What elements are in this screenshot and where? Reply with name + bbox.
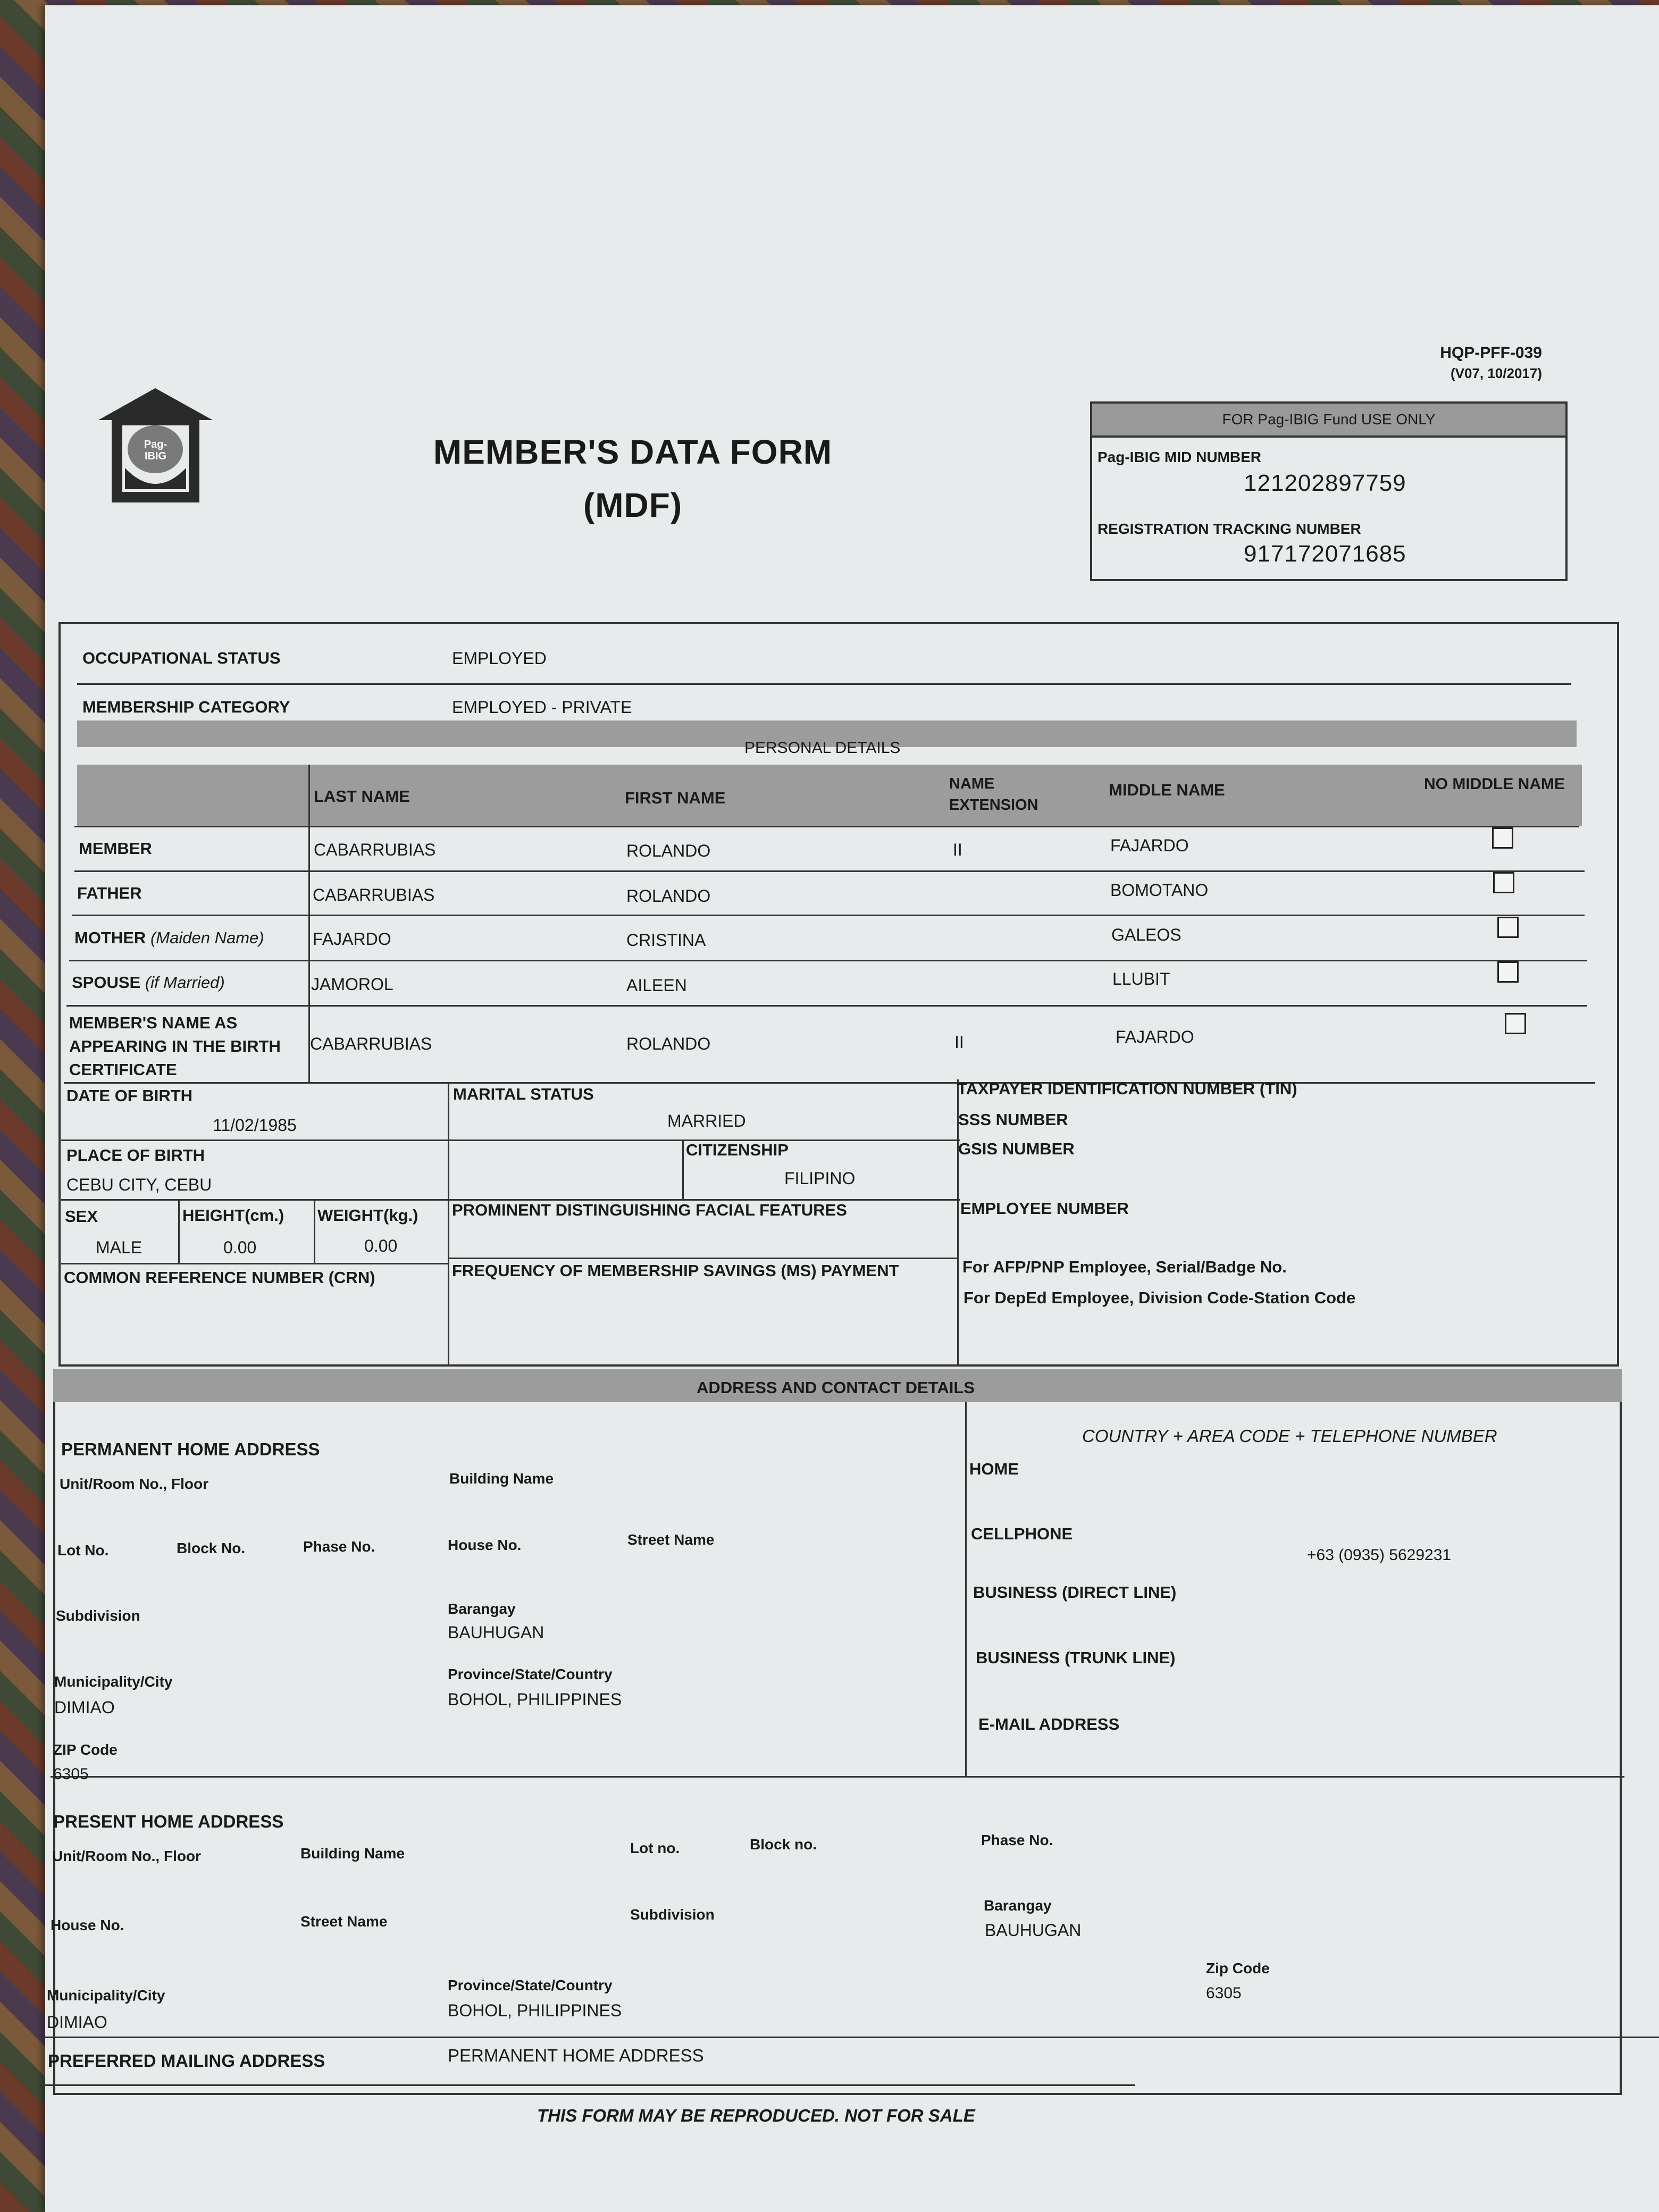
present-zip-value: 6305: [1206, 1984, 1242, 2002]
province-value: BOHOL, PHILIPPINES: [448, 1690, 622, 1709]
rtn-value: 917172071685: [1244, 541, 1406, 567]
divider: [448, 1258, 958, 1259]
footer-note: THIS FORM MAY BE REPRODUCED. NOT FOR SALE: [537, 2106, 975, 2125]
sex-label: SEX: [65, 1207, 98, 1226]
col-ext-1: NAME: [949, 775, 995, 792]
permanent-address-label: PERMANENT HOME ADDRESS: [61, 1439, 320, 1459]
present-province-value: BOHOL, PHILIPPINES: [448, 2001, 622, 2020]
lot-label: Lot No.: [57, 1542, 109, 1559]
spouse-first-name: AILEEN: [626, 976, 687, 995]
spouse-last-name: JAMOROL: [311, 975, 393, 994]
phase-label: Phase No.: [303, 1538, 375, 1555]
membership-category-label: MEMBERSHIP CATEGORY: [82, 698, 290, 716]
col-no-middle-name: NO MIDDLE NAME: [1424, 775, 1565, 793]
divider: [314, 1199, 315, 1263]
birth-cert-label-line-2: APPEARING IN THE BIRTH: [69, 1037, 281, 1055]
weight-value: 0.00: [364, 1236, 398, 1255]
employee-number-label: EMPLOYEE NUMBER: [960, 1199, 1129, 1218]
house-label: House No.: [448, 1537, 522, 1553]
form-code-number: HQP-PFF-039: [1440, 344, 1542, 362]
column-header-band: [77, 765, 1582, 826]
birth-cert-last-name: CABARRUBIAS: [310, 1034, 432, 1053]
present-house-label: House No.: [51, 1917, 124, 1933]
present-street-label: Street Name: [300, 1913, 388, 1930]
rtn-label: REGISTRATION TRACKING NUMBER: [1097, 521, 1361, 537]
divider: [682, 1139, 684, 1201]
divider: [40, 2084, 1135, 2086]
mother-middle-name: GALEOS: [1111, 925, 1182, 944]
present-municipality-label: Municipality/City: [47, 1987, 165, 2004]
address-section: [53, 1369, 1622, 2095]
no-middle-name-checkbox[interactable]: [1505, 1013, 1526, 1034]
birth-cert-name-extension: II: [954, 1033, 964, 1052]
barangay-label: Barangay: [448, 1601, 516, 1617]
subdivision-label: Subdivision: [56, 1607, 140, 1624]
province-label: Province/State/Country: [448, 1666, 613, 1682]
row-spouse-label: [72, 973, 225, 992]
height-value: 0.00: [223, 1238, 257, 1257]
frequency-label: FREQUENCY OF MEMBERSHIP SAVINGS (MS) PAYMENT: [452, 1261, 899, 1280]
row-member-label: MEMBER: [79, 839, 152, 858]
mother-first-name: CRISTINA: [626, 931, 706, 950]
present-block-label: Block no.: [750, 1836, 817, 1853]
mother-label-note: (Maiden Name): [150, 928, 264, 947]
street-label: Street Name: [627, 1531, 715, 1548]
logo-text: Pag-IBIG: [144, 439, 167, 462]
present-unit-label: Unit/Room No., Floor: [52, 1848, 201, 1864]
no-middle-name-checkbox[interactable]: [1497, 961, 1519, 983]
title-line-1: MEMBER'S DATA FORM: [433, 433, 833, 471]
present-address-label: PRESENT HOME ADDRESS: [53, 1812, 284, 1831]
fund-use-box: [1090, 401, 1568, 581]
member-last-name: CABARRUBIAS: [314, 840, 436, 859]
block-label: Block No.: [177, 1540, 246, 1556]
pagibig-logo: [93, 388, 218, 505]
father-middle-name: BOMOTANO: [1110, 881, 1209, 900]
row-birth-cert-label: [69, 1011, 281, 1082]
building-label: Building Name: [449, 1470, 554, 1487]
birth-cert-first-name: ROLANDO: [626, 1034, 711, 1053]
present-barangay-value: BAUHUGAN: [985, 1921, 1082, 1940]
barangay-value: BAUHUGAN: [448, 1623, 544, 1642]
spouse-label-text: SPOUSE: [72, 973, 141, 992]
divider: [69, 960, 1587, 961]
sss-label: SSS NUMBER: [958, 1110, 1068, 1129]
municipality-label: Municipality/City: [54, 1673, 173, 1690]
col-first-name: FIRST NAME: [625, 789, 726, 807]
no-middle-name-checkbox[interactable]: [1497, 917, 1519, 938]
unit-label: Unit/Room No., Floor: [60, 1476, 208, 1492]
cellphone-label: CELLPHONE: [971, 1524, 1073, 1543]
row-father-label: FATHER: [77, 884, 142, 902]
no-middle-name-checkbox[interactable]: [1493, 872, 1514, 893]
address-heading: ADDRESS AND CONTACT DETAILS: [697, 1378, 975, 1397]
fund-use-heading: FOR Pag-IBIG Fund USE ONLY: [1092, 404, 1565, 438]
form-version: (V07, 10/2017): [1450, 365, 1542, 381]
row-mother-label: [74, 928, 264, 948]
membership-category-value: EMPLOYED - PRIVATE: [452, 698, 632, 717]
cellphone-value: +63 (0935) 5629231: [1307, 1546, 1452, 1564]
form-code: [1420, 343, 1542, 383]
sex-value: MALE: [96, 1238, 143, 1257]
present-lot-label: Lot no.: [630, 1840, 680, 1856]
facial-features-label: PROMINENT DISTINGUISHING FACIAL FEATURES: [452, 1201, 847, 1219]
divider: [448, 1082, 449, 1367]
divider: [72, 915, 1585, 916]
divider: [77, 683, 1571, 685]
email-label: E-MAIL ADDRESS: [978, 1715, 1120, 1733]
member-first-name: ROLANDO: [626, 841, 711, 860]
present-province-label: Province/State/Country: [448, 1977, 613, 1993]
pob-value: CEBU CITY, CEBU: [66, 1175, 212, 1194]
dob-label: DATE OF BIRTH: [66, 1086, 193, 1105]
marital-status-value: MARRIED: [667, 1111, 746, 1130]
present-phase-label: Phase No.: [981, 1832, 1053, 1848]
divider: [51, 1776, 1624, 1778]
divider: [74, 826, 1579, 827]
present-zip-label: Zip Code: [1206, 1960, 1270, 1976]
divider: [43, 2037, 1659, 2038]
divider: [66, 1005, 1587, 1007]
phone-heading: COUNTRY + AREA CODE + TELEPHONE NUMBER: [1082, 1426, 1497, 1446]
spouse-middle-name: LLUBIT: [1112, 969, 1170, 988]
birth-cert-label-line-3: CERTIFICATE: [69, 1060, 177, 1079]
father-last-name: CABARRUBIAS: [313, 885, 435, 904]
no-middle-name-checkbox[interactable]: [1492, 827, 1513, 849]
occupational-status-label: OCCUPATIONAL STATUS: [82, 649, 281, 667]
height-label: HEIGHT(cm.): [182, 1206, 284, 1225]
present-building-label: Building Name: [300, 1845, 405, 1862]
spouse-label-note: (if Married): [145, 973, 225, 992]
member-name-extension: II: [953, 840, 962, 859]
business-direct-label: BUSINESS (DIRECT LINE): [973, 1583, 1177, 1602]
crn-label: COMMON REFERENCE NUMBER (CRN): [64, 1268, 375, 1287]
divider: [965, 1402, 967, 1777]
afp-pnp-label: For AFP/PNP Employee, Serial/Badge No.: [962, 1258, 1287, 1276]
gsis-label: GSIS NUMBER: [958, 1139, 1075, 1158]
divider: [178, 1199, 180, 1263]
present-barangay-label: Barangay: [984, 1897, 1052, 1914]
father-first-name: ROLANDO: [626, 886, 711, 906]
municipality-value: DIMIAO: [54, 1698, 115, 1717]
present-municipality-value: DIMIAO: [47, 2013, 107, 2032]
col-ext-2: EXTENSION: [949, 797, 1038, 814]
mother-label-text: MOTHER: [74, 928, 146, 947]
col-last-name: LAST NAME: [314, 787, 410, 806]
divider: [64, 1082, 1595, 1084]
mailing-address-label: PREFERRED MAILING ADDRESS: [48, 2051, 325, 2071]
birth-cert-label-line-1: MEMBER'S NAME AS: [69, 1013, 238, 1032]
mother-last-name: FAJARDO: [313, 929, 391, 949]
divider: [74, 870, 1585, 872]
divider: [61, 1139, 960, 1141]
home-phone-label: HOME: [969, 1460, 1019, 1478]
birth-cert-middle-name: FAJARDO: [1116, 1027, 1194, 1046]
occupational-status-value: EMPLOYED: [452, 649, 547, 668]
mid-label: Pag-IBIG MID NUMBER: [1097, 449, 1261, 465]
pob-label: PLACE OF BIRTH: [66, 1146, 205, 1164]
dob-value: 11/02/1985: [213, 1116, 297, 1135]
title-line-2: (MDF): [583, 486, 683, 524]
mid-value: 121202897759: [1244, 470, 1406, 496]
mailing-address-value: PERMANENT HOME ADDRESS: [448, 2046, 704, 2065]
member-middle-name: FAJARDO: [1110, 836, 1189, 855]
business-trunk-label: BUSINESS (TRUNK LINE): [976, 1648, 1176, 1667]
deped-label: For DepEd Employee, Division Code-Station Code: [963, 1288, 1356, 1307]
divider: [61, 1263, 449, 1264]
zip-label: ZIP Code: [53, 1741, 118, 1758]
weight-label: WEIGHT(kg.): [317, 1206, 418, 1225]
tin-label: TAXPAYER IDENTIFICATION NUMBER (TIN): [957, 1079, 1297, 1098]
form-title: [330, 425, 936, 532]
zip-value: 6305: [53, 1765, 89, 1783]
personal-details-heading: PERSONAL DETAILS: [744, 739, 901, 757]
citizenship-value: FILIPINO: [784, 1169, 856, 1188]
col-middle-name: MIDDLE NAME: [1109, 781, 1225, 799]
citizenship-label: CITIZENSHIP: [686, 1141, 789, 1159]
present-subdivision-label: Subdivision: [630, 1906, 715, 1923]
marital-status-label: MARITAL STATUS: [453, 1085, 594, 1103]
